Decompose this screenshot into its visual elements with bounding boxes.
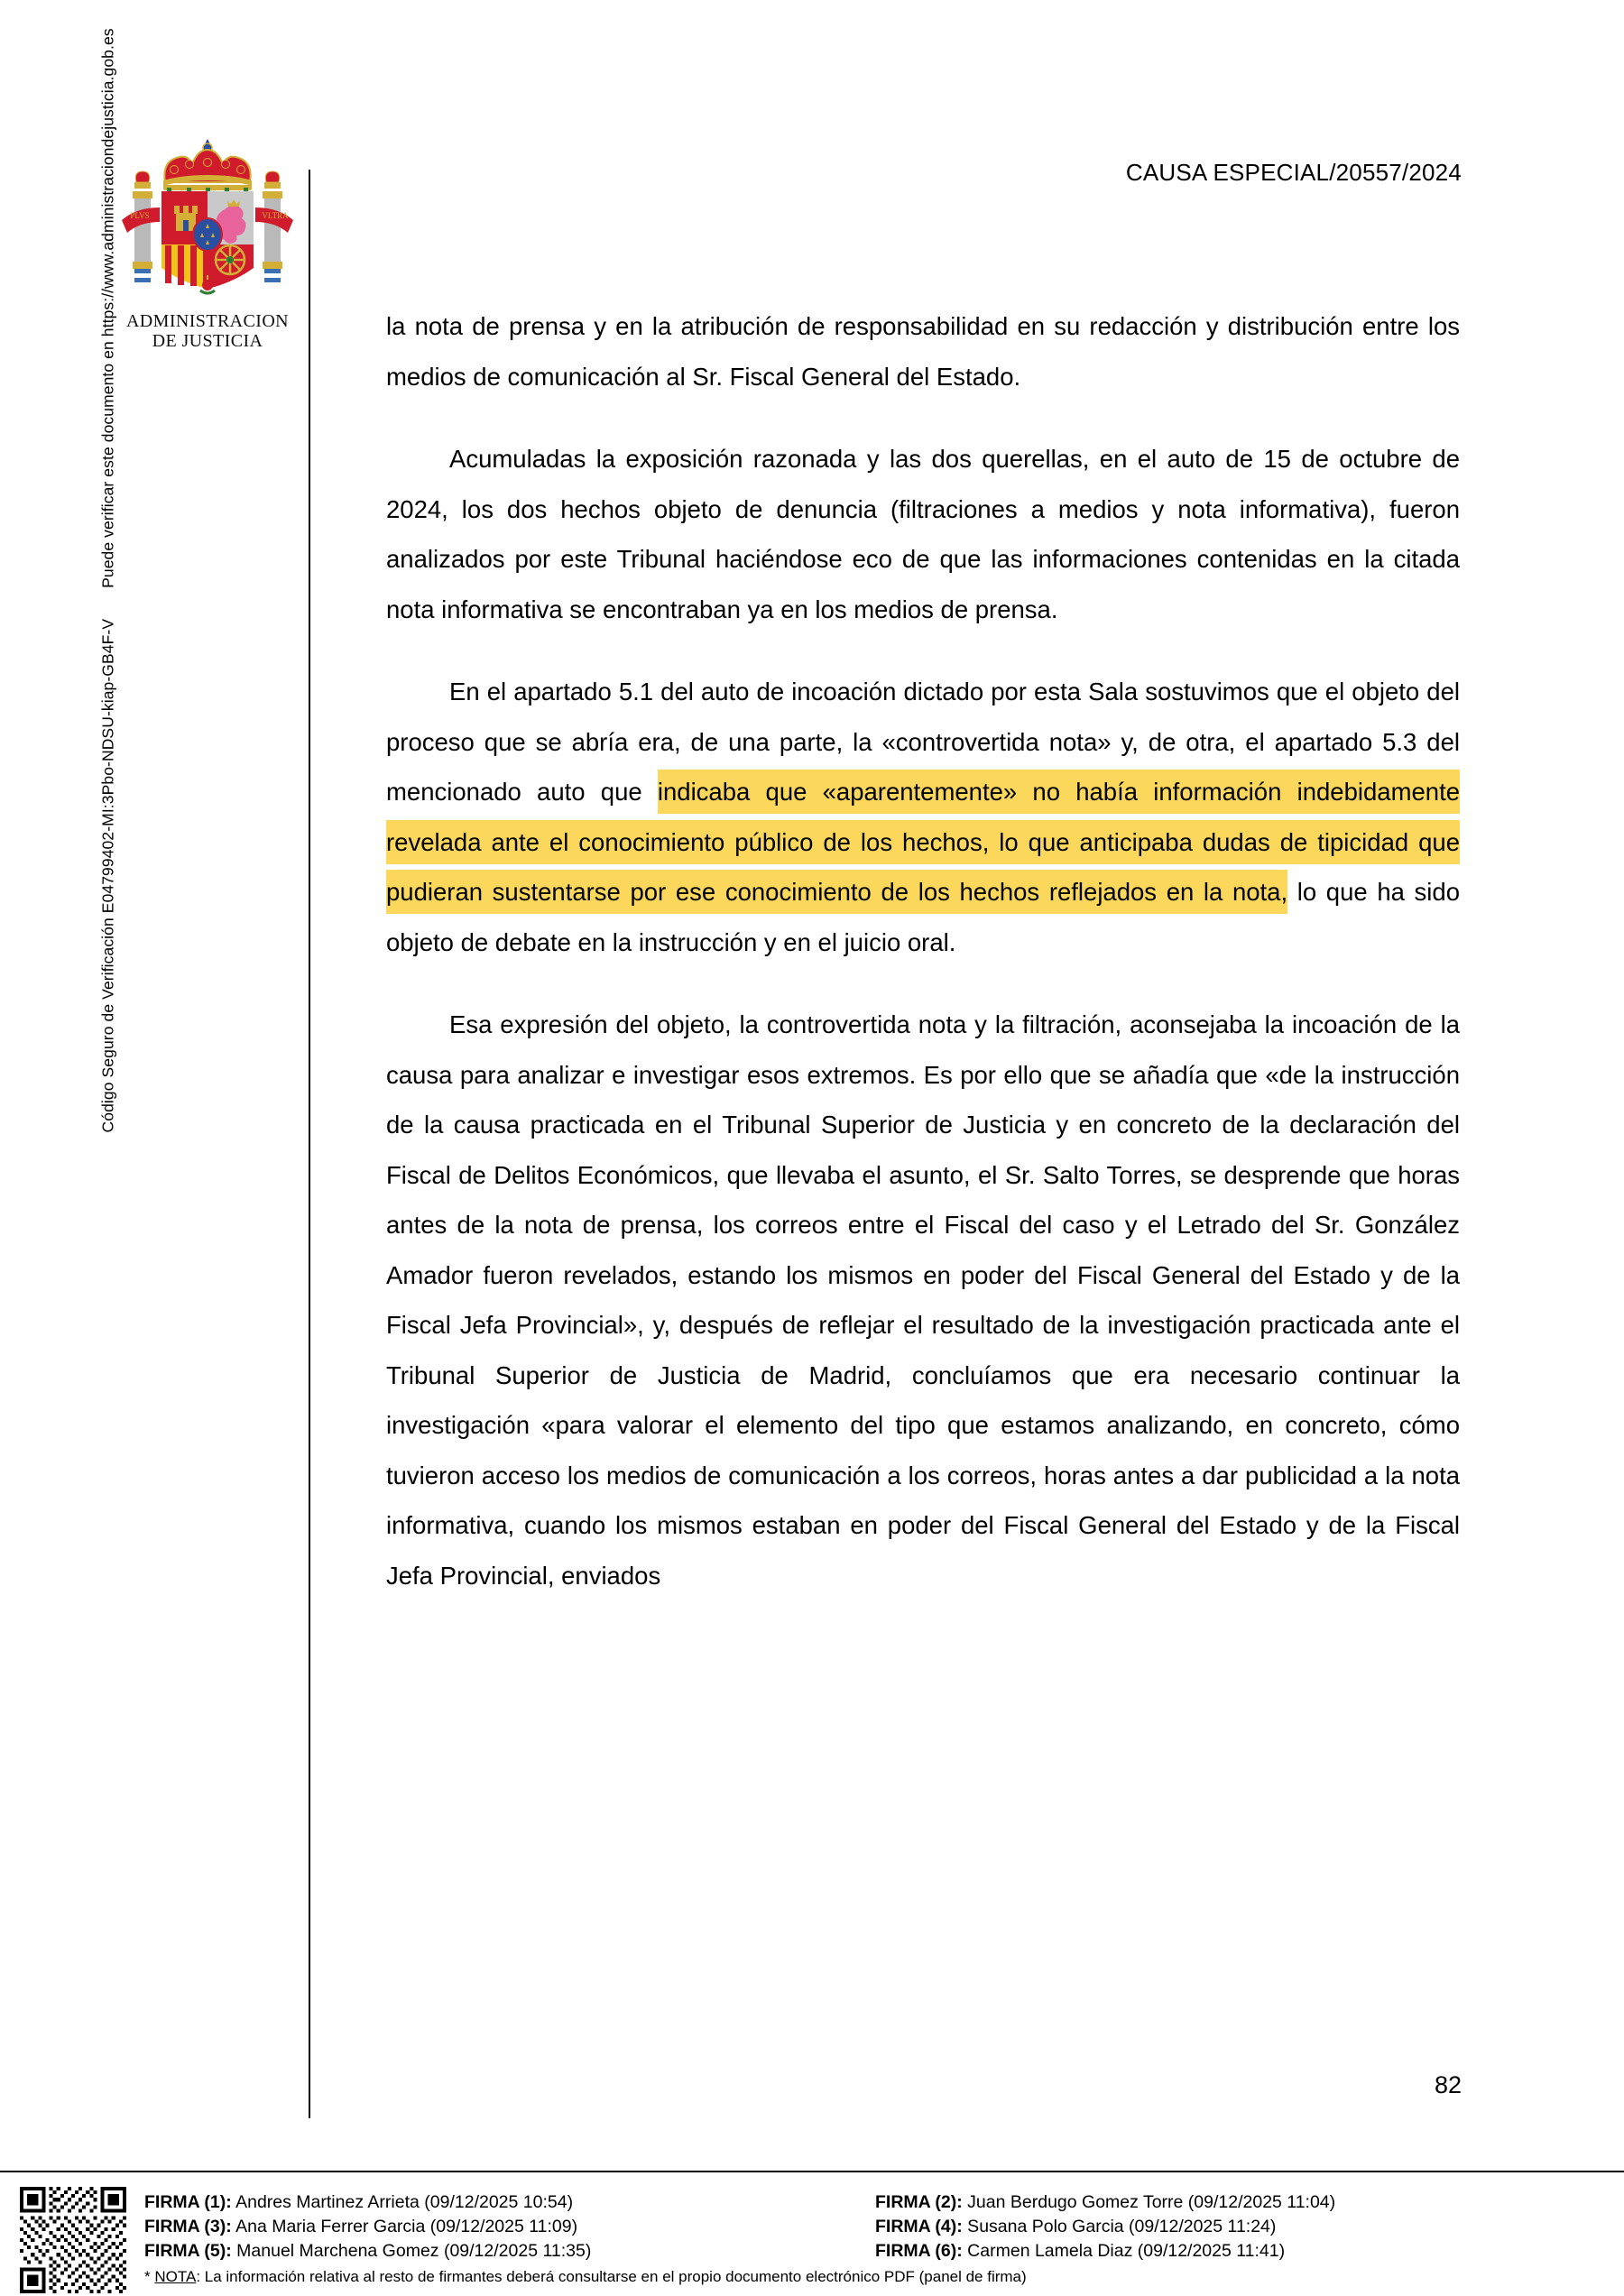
signature-entry	[144, 2215, 875, 2239]
signature-entry	[875, 2239, 1579, 2264]
verification-side-text	[98, 28, 118, 2107]
emblem-caption	[95, 311, 320, 352]
signature-value: Ana Maria Ferrer Garcia (09/12/2025 11:09)	[231, 2217, 578, 2236]
signature-label: FIRMA (1):	[144, 2192, 232, 2212]
paragraph-text: lo que ha sido objeto de debate en la instrucción y en el juicio oral.	[386, 878, 1460, 956]
signature-entry	[144, 2190, 875, 2215]
paragraph-text: la nota de prensa y en la atribución de responsabilidad en su redacción y distribución entre los medios de comunicación al Sr. Fiscal General del Estado.	[386, 312, 1460, 391]
signature-value: Susana Polo Garcia (09/12/2025 11:24)	[962, 2217, 1277, 2236]
margin-divider-rule	[309, 170, 310, 2118]
svg-text:VLTRA: VLTRA	[262, 211, 289, 220]
paragraph-text: En el apartado 5.1 del auto de incoación dictado por esta Sala sostuvimos que el objeto del proceso que se abría era, de una parte, la «controvertida nota» y, de otra, el apartado 5.3 del mencionado auto que	[386, 678, 1460, 806]
footer-note-text: : La información relativa al resto de firmantes deberá consultarse en el propio documento electrónico PDF (panel de firma)	[196, 2268, 1027, 2285]
spanish-coat-of-arms-icon	[113, 126, 302, 307]
emblem-caption-line2: DE JUSTICIA	[152, 331, 263, 352]
paragraph-text: Acumuladas la exposición razonada y las dos querellas, en el auto de 15 de octubre de 2024, los dos hechos objeto de denuncia (filtraciones a medios y nota informativa), fueron analizados por este Tribunal haciéndose eco de que las informaciones contenidas en la citada nota informativa se encontraban ya en los medios de prensa.	[386, 445, 1460, 623]
signature-value: Carmen Lamela Diaz (09/12/2025 11:41)	[962, 2241, 1286, 2261]
signature-row	[144, 2215, 1588, 2239]
body-paragraph	[386, 667, 1460, 967]
verification-code-label: Código Seguro de Verificación E04799402-MI:3Pbo-NDSU-kiap-GB4F-V	[98, 618, 117, 1133]
coat-of-arms-block	[95, 126, 320, 352]
signature-block	[144, 2190, 1588, 2288]
signature-label: FIRMA (6):	[875, 2241, 963, 2261]
highlighted-text: indicaba que «aparentemente» no había información indebidamente revelada ante el conocimiento público de los hechos, lo que anticipaba dudas de tipicidad que pudieran sustentarse por ese conocimiento de los hechos reflejados en la nota,	[386, 770, 1460, 914]
body-paragraph	[386, 301, 1460, 401]
svg-text:PLVS: PLVS	[130, 211, 150, 220]
verification-side-strip	[0, 0, 117, 2165]
footer-note-prefix: *	[144, 2268, 155, 2285]
signature-row	[144, 2190, 1588, 2215]
footer-note	[144, 2266, 1588, 2288]
signature-value: Andres Martinez Arrieta (09/12/2025 10:54)	[231, 2192, 574, 2212]
footer-divider-rule	[0, 2171, 1624, 2172]
signature-label: FIRMA (5):	[144, 2241, 232, 2261]
case-header: CAUSA ESPECIAL/20557/2024	[1125, 159, 1462, 186]
signature-value: Manuel Marchena Gomez (09/12/2025 11:35)	[231, 2241, 592, 2261]
body-paragraph	[386, 1000, 1460, 1600]
qr-code-icon	[20, 2187, 126, 2293]
document-body	[386, 301, 1460, 1600]
page-number: 82	[1434, 2071, 1462, 2098]
signature-value: Juan Berdugo Gomez Torre (09/12/2025 11:04)	[962, 2192, 1336, 2212]
signature-label: FIRMA (4):	[875, 2217, 963, 2236]
signature-label: FIRMA (3):	[144, 2217, 232, 2236]
signature-entry	[875, 2190, 1579, 2215]
signature-entry	[144, 2239, 875, 2264]
paragraph-text: Esa expresión del objeto, la controvertida nota y la filtración, aconsejaba la incoación de la causa para analizar e investigar esos extremos. Es por ello que se añadía que «de la instrucción de la causa practicada en el Tribunal Superior de Justicia y en concreto de la declaración del Fiscal de Delitos Económicos, que llevaba el asunto, el Sr. Salto Torres, se desprende que horas antes de la nota de prensa, los correos entre el Fiscal del caso y el Letrado del Sr. González Amador fueron revelados, estando los mismos en poder del Fiscal General del Estado y de la Fiscal Jefa Provincial», y, después de reflejar el resultado de la investigación practicada ante el Tribunal Superior de Justicia de Madrid, concluíamos que era necesario continuar la investigación «para valorar el elemento del tipo que estamos analizando, en concreto, cómo tuvieron acceso los medios de comunicación a los correos, horas antes a dar publicidad a la nota informativa, cuando los mismos estaban en poder del Fiscal General del Estado y de la Fiscal Jefa Provincial, enviados	[386, 1010, 1460, 1590]
signature-entry	[875, 2215, 1579, 2239]
emblem-caption-line1: ADMINISTRACION	[125, 311, 290, 331]
signature-label: FIRMA (2):	[875, 2192, 963, 2212]
signature-row	[144, 2239, 1588, 2264]
verification-url-text: Puede verificar este documento en https://www.administraciondejusticia.gob.es	[98, 28, 117, 588]
footer-note-keyword: NOTA	[154, 2268, 197, 2285]
body-paragraph	[386, 434, 1460, 634]
